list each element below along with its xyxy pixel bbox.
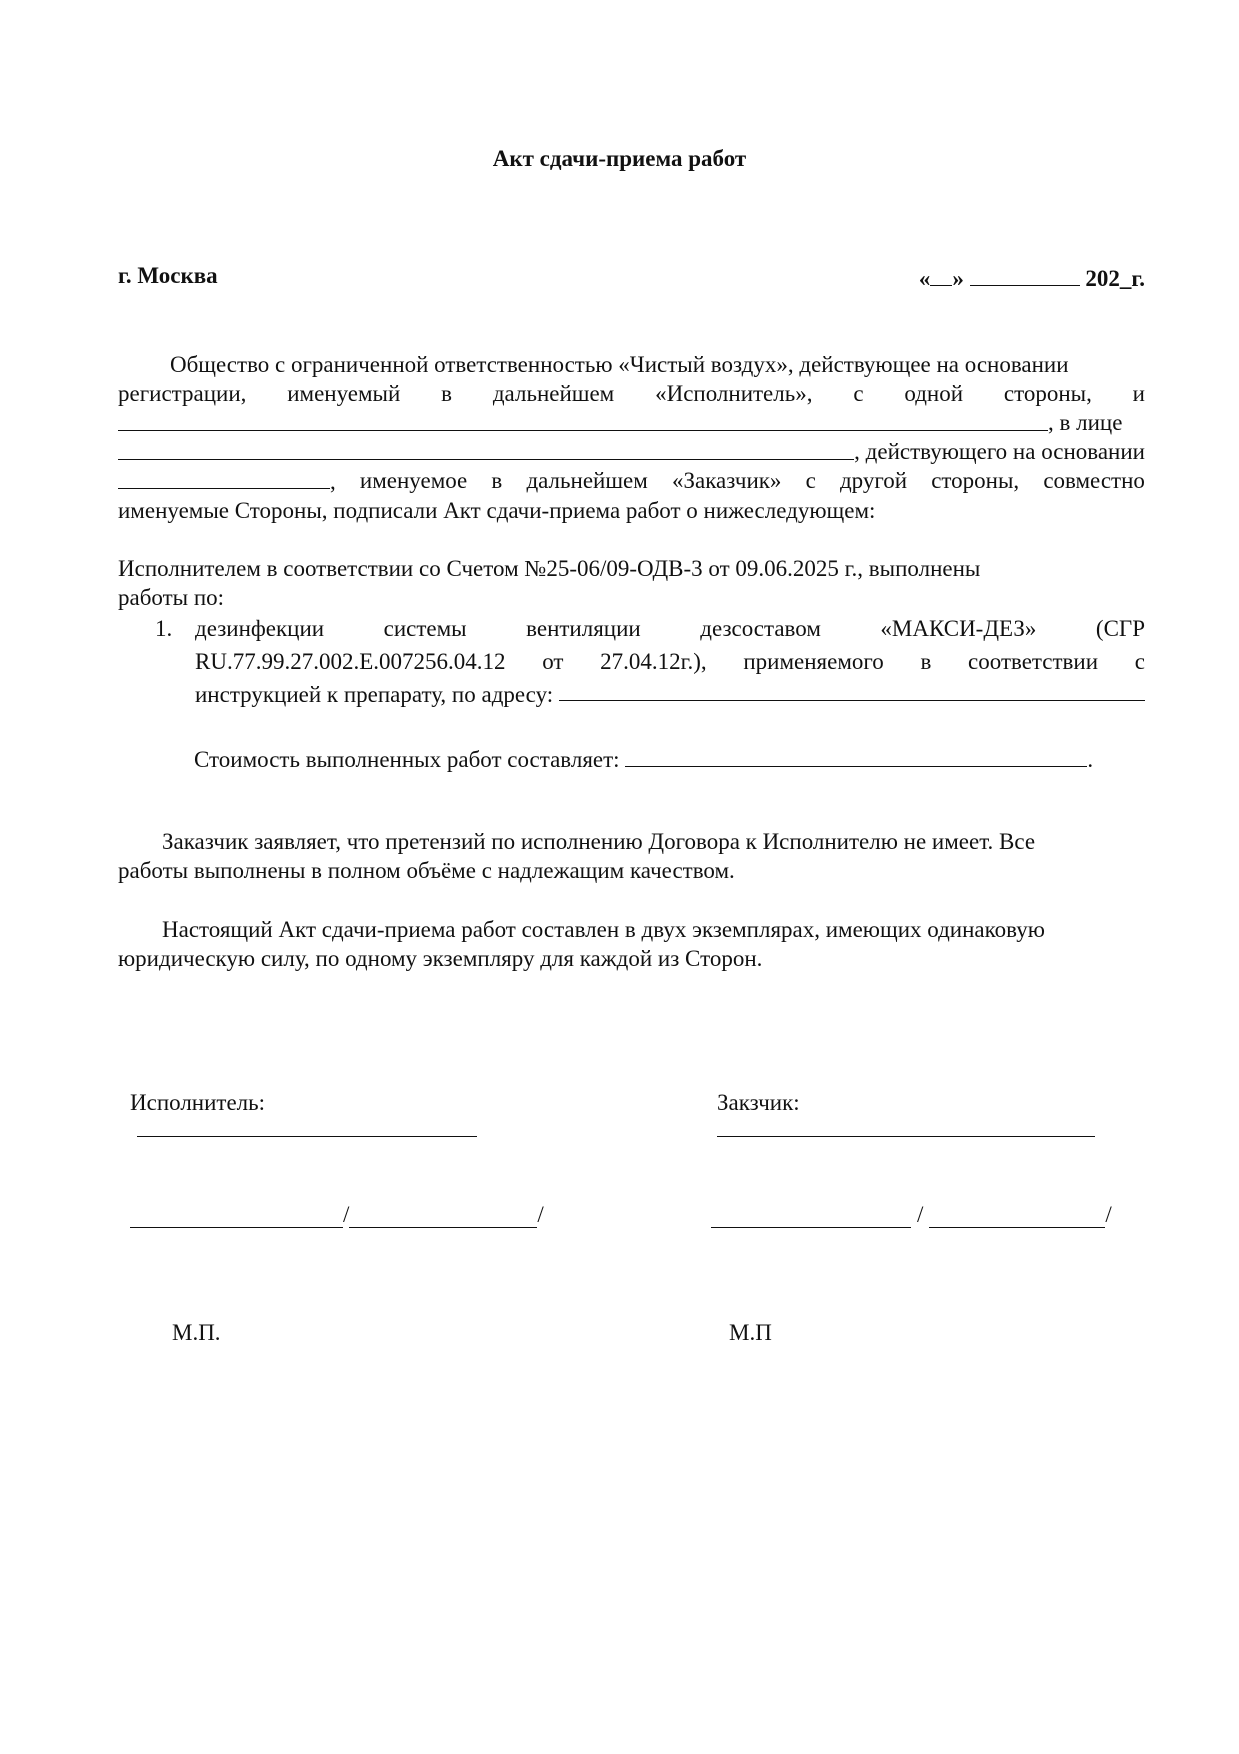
date-close-quote: » [952, 266, 964, 291]
works-intro-line2: работы по: [118, 585, 225, 610]
address-blank[interactable] [559, 678, 1145, 701]
item-line2: RU.77.99.27.002.Е.007256.04.12 от 27.04.12г.), применяемого в соответствии с [195, 649, 1145, 674]
para1-line6: именуемые Стороны, подписали Акт сдачи-приема работ о нижеследующем: [118, 498, 876, 523]
para1-line4: , действующего на основании [118, 437, 1145, 466]
para1-line2: регистрации, именуемый в дальнейшем «Исполнитель», с одной стороны, и [118, 381, 1145, 406]
year: 202_г. [1085, 266, 1145, 291]
item-line1: дезинфекции системы вентиляции дезсоставом «МАКСИ-ДЕЗ» (СГР [195, 616, 1145, 641]
basis-blank[interactable] [118, 466, 330, 489]
month-blank[interactable] [970, 263, 1080, 286]
date-open-quote: « [918, 266, 931, 291]
cost-label: Стоимость выполненных работ составляет: [194, 747, 626, 772]
para1-line5: , именуемое в дальнейшем «Заказчик» с другой стороны, совместно [118, 466, 1145, 496]
work-item-1 [155, 612, 1145, 711]
document-title: Акт сдачи-приема работ [492, 146, 747, 171]
executor-signature-blank[interactable] [130, 1205, 343, 1228]
parties-paragraph [118, 350, 1145, 525]
executor-stamp: М.П. [172, 1320, 221, 1345]
executor-initials-blank[interactable] [349, 1205, 537, 1228]
executor-signature-row: / / [130, 1202, 544, 1228]
works-intro-line1: Исполнителем в соответствии со Счетом №25-06/09-ОДВ-3 от 09.06.2025 г., выполнены [118, 556, 981, 581]
customer-signature-blank[interactable] [711, 1205, 911, 1228]
executor-label: Исполнитель: [130, 1090, 266, 1115]
executor-name-blank[interactable] [137, 1136, 477, 1137]
date-field [919, 263, 1145, 292]
city: г. Москва [118, 263, 218, 288]
cost-blank[interactable] [625, 744, 1087, 767]
day-blank[interactable] [930, 263, 952, 286]
copies-paragraph: Настоящий Акт сдачи-приема работ составлен в двух экземплярах, имеющих одинаковую юридическую силу, по одному экземпляру для каждой из Сторон. [118, 917, 1045, 971]
para1-line3: , в лице [118, 408, 1145, 437]
customer-stamp: М.П [729, 1320, 772, 1345]
item-number: 1. [155, 616, 173, 641]
customer-initials-blank[interactable] [929, 1205, 1105, 1228]
customer-name-blank[interactable] [717, 1136, 1095, 1137]
customer-signature-row: / / [711, 1202, 1112, 1228]
representative-blank[interactable] [118, 437, 854, 460]
item-line3: инструкцией к препарату, по адресу: [195, 678, 1145, 711]
para1-line1: Общество с ограниченной ответственностью «Чистый воздух», действующее на основании [170, 352, 1069, 377]
customer-label: Закзчик: [717, 1090, 800, 1115]
claims-paragraph: Заказчик заявляет, что претензий по исполнению Договора к Исполнителю не имеет. Все работы выполнены в полном объёме с надлежащим качеством. [118, 829, 1036, 883]
customer-name-blank[interactable] [118, 408, 1048, 431]
cost-line: Стоимость выполненных работ составляет: . [194, 744, 1093, 773]
works-intro [118, 554, 1118, 612]
